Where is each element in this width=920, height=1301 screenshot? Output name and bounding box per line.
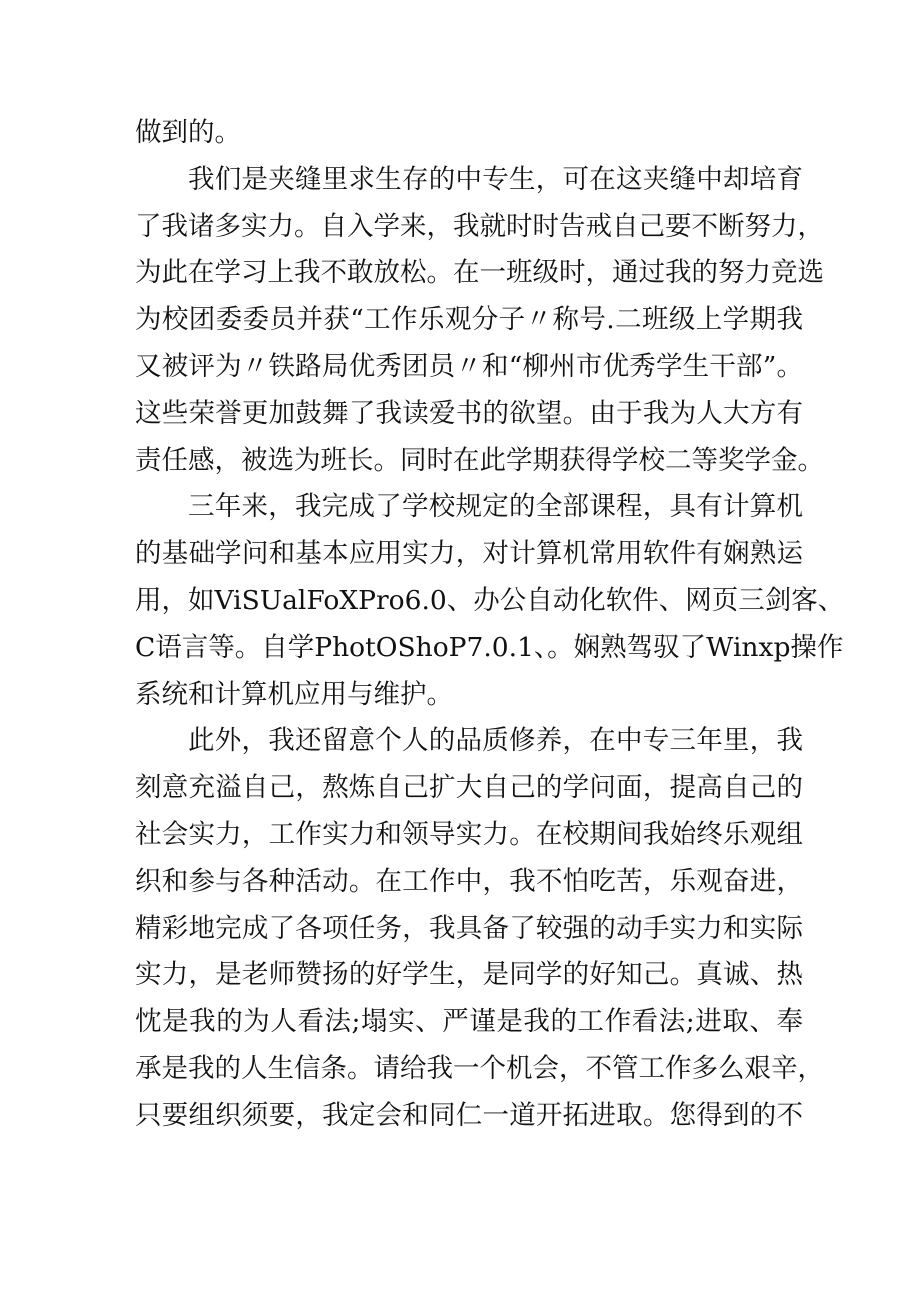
text-line: 承是我的人生信条。请给我一个机会，不管工作多么艰辛， <box>135 1052 824 1084</box>
text-line: 这些荣誉更加鼓舞了我读爱书的欲望。由于我为人大方有 <box>135 397 803 429</box>
paragraph-first-line: 我们是夹缝里求生存的中专生，可在这夹缝中却培育 <box>188 163 803 195</box>
text-line: 了我诸多实力。自入学来，我就时时告戒自己要不断努力， <box>135 210 824 242</box>
text-line: 只要组织须要，我定会和同仁一道开拓进取。您得到的不 <box>135 1099 803 1131</box>
text-line: 为此在学习上我不敢放松。在一班级时，通过我的努力竞选 <box>135 257 824 289</box>
text-line: 做到的。 <box>135 117 241 148</box>
text-line: 刻意充溢自己，熬炼自己扩大自己的学问面，提高自己的 <box>135 772 803 804</box>
text-line: 责任感，被选为班长。同时在此学期获得学校二等奖学金。 <box>135 444 824 476</box>
text-line: 用，如ViSUalFoXPro6.0、办公自动化软件、网页三剑客、 <box>135 584 845 616</box>
document-body <box>135 110 845 1140</box>
text-line: 为校团委委员并获“工作乐观分子〃称号.二班级上学期我 <box>135 304 803 336</box>
text-line: 的基础学问和基本应用实力，对计算机常用软件有娴熟运 <box>135 538 803 570</box>
text-line: 精彩地完成了各项任务，我具备了较强的动手实力和实际 <box>135 912 803 944</box>
paragraph-first-line: 三年来，我完成了学校规定的全部课程，具有计算机 <box>188 491 803 523</box>
text-line: 实力，是老师赞扬的好学生，是同学的好知己。真诚、热 <box>135 959 803 991</box>
text-line: 社会实力，工作实力和领导实力。在校期间我始终乐观组 <box>135 818 803 850</box>
paragraph-first-line: 此外，我还留意个人的品质修养，在中专三年里，我 <box>188 725 803 757</box>
text-line: 忱是我的为人看法;塌实、严谨是我的工作看法;进取、奉 <box>135 1006 803 1038</box>
text-line: 又被评为〃铁路局优秀团员〃和“柳州市优秀学生干部”。 <box>135 350 803 382</box>
text-line: C语言等。自学PhotOShoP7.0.1、。娴熟驾驭了Winxp操作 <box>135 631 844 663</box>
text-line: 系统和计算机应用与维护。 <box>135 678 453 710</box>
text-line: 织和参与各种活动。在工作中，我不怕吃苦，乐观奋进， <box>135 865 803 897</box>
